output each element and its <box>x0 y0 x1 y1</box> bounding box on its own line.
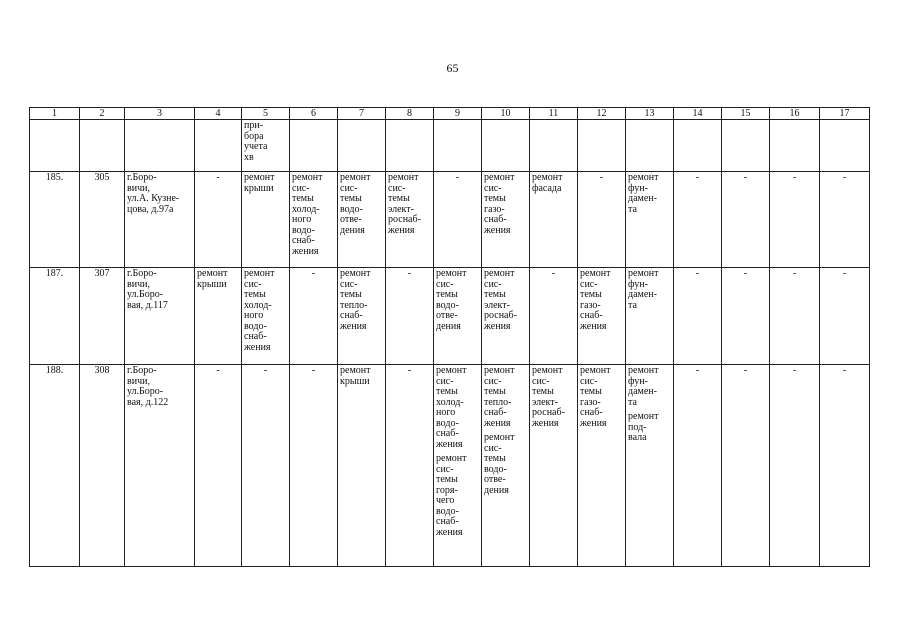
work-type-cell <box>434 120 482 172</box>
cell-text-line: жения <box>292 245 319 257</box>
cell-text-line: фун- <box>628 375 648 387</box>
column-header: 5 <box>242 108 290 120</box>
cell-text-line: - <box>695 365 700 376</box>
cell-text-line: - <box>263 365 268 376</box>
cell-text-line: ремонт <box>436 365 467 376</box>
cell-text-line: - <box>455 172 460 183</box>
cell-text-line: крыши <box>340 375 370 387</box>
empty-work-cell <box>434 172 482 268</box>
cell-text-line: водо- <box>244 320 267 332</box>
cell-text-line: темы <box>532 386 554 397</box>
cell-text-line: ремонт <box>580 365 611 376</box>
cell-text-line: тепло- <box>484 396 512 408</box>
column-header: 17 <box>820 108 870 120</box>
work-type-cell <box>242 268 290 365</box>
work-type-cell <box>578 120 626 172</box>
work-type-cell <box>530 172 578 268</box>
cell-text-line: сис- <box>484 375 502 387</box>
cell-text-line: - <box>551 268 556 279</box>
cell-text-line: дения <box>436 320 461 332</box>
work-type-cell <box>482 365 530 567</box>
work-type-cell <box>338 365 386 567</box>
cell-text-line: сис- <box>244 278 262 290</box>
cell-text-line: водо- <box>340 203 363 215</box>
empty-work-cell <box>386 365 434 567</box>
house-id-cell <box>80 268 125 365</box>
cell-text-line: жения <box>340 320 367 332</box>
address-cell <box>125 365 195 567</box>
column-header: 8 <box>386 108 434 120</box>
cell-text-line: - <box>792 172 797 183</box>
table-row <box>30 365 870 567</box>
cell-text-line: цова, д.97а <box>127 203 174 215</box>
cell-text-line: отве- <box>484 474 506 485</box>
empty-work-cell <box>674 365 722 567</box>
cell-text-line: 188. <box>45 365 64 376</box>
cell-text-line: снаб- <box>436 516 459 527</box>
work-type-cell <box>386 120 434 172</box>
cell-text-line: снаб- <box>484 214 507 225</box>
address-cell <box>125 172 195 268</box>
column-header: 3 <box>125 108 195 120</box>
cell-text-line: ремонт <box>532 365 563 376</box>
cell-text-line: ного <box>292 214 312 225</box>
cell-text-line: г.Боро- <box>127 172 157 183</box>
empty-work-cell <box>290 365 338 567</box>
work-type-cell <box>578 268 626 365</box>
cell-text-line: холод- <box>436 396 464 408</box>
repair-schedule-table <box>29 107 870 567</box>
work-type-cell <box>770 120 820 172</box>
cell-text-line: снаб- <box>436 428 459 439</box>
cell-text-line: ремонт <box>340 268 371 279</box>
page-number: 65 <box>446 61 459 75</box>
cell-text-line: ремонт <box>388 172 419 183</box>
column-number-header <box>30 108 870 120</box>
cell-text-line: та <box>628 396 637 408</box>
cell-text-line: крыши <box>244 182 274 194</box>
cell-text-line: ул.Боро- <box>127 289 164 300</box>
cell-text-line: - <box>311 365 316 376</box>
cell-text-line: та <box>628 203 637 215</box>
cell-text-line: - <box>743 268 748 279</box>
cell-text-line: элект- <box>532 396 558 408</box>
empty-work-cell <box>195 365 242 567</box>
cell-text-line: сис- <box>484 182 502 194</box>
cell-text-line: темы <box>340 289 362 300</box>
cell-text-line: г.Боро- <box>127 268 157 279</box>
cell-text-line: снаб- <box>340 310 363 321</box>
cell-text-line: 308 <box>94 365 110 376</box>
column-header: 15 <box>722 108 770 120</box>
work-type-cell <box>386 172 434 268</box>
cell-text-line: холод- <box>244 299 272 311</box>
empty-work-cell <box>530 268 578 365</box>
column-header: 9 <box>434 108 482 120</box>
cell-text-line: снаб- <box>292 235 315 246</box>
cell-text-line: ного <box>436 407 456 418</box>
cell-text-line: темы <box>484 289 506 300</box>
column-header: 1 <box>30 108 80 120</box>
empty-work-cell <box>195 172 242 268</box>
empty-work-cell <box>770 365 820 567</box>
cell-text-line: водо- <box>436 505 459 517</box>
cell-text-line: - <box>216 172 220 183</box>
cell-text-line: фун- <box>628 278 648 290</box>
cell-text-line: сис- <box>580 375 598 387</box>
cell-text-line: темы <box>436 386 458 397</box>
cell-text-line: роснаб- <box>484 310 517 321</box>
cell-text-line: отве- <box>436 310 458 321</box>
work-type-cell <box>482 120 530 172</box>
table-row <box>30 172 870 268</box>
cell-text-line: горя- <box>436 484 458 496</box>
cell-text-line: сис- <box>388 182 406 194</box>
cell-text-line: ремонт <box>580 268 611 279</box>
empty-work-cell <box>578 172 626 268</box>
cell-text-line: - <box>407 268 412 279</box>
cell-text-line: - <box>311 268 316 279</box>
work-type-cell <box>530 365 578 567</box>
cell-text-line: ремонт <box>628 268 659 279</box>
column-header: 10 <box>482 108 530 120</box>
cell-text-line: вала <box>628 432 647 443</box>
empty-work-cell <box>820 268 870 365</box>
cell-text-line: ремонт <box>244 172 275 183</box>
cell-text-line: снаб- <box>580 407 603 418</box>
column-header: 11 <box>530 108 578 120</box>
cell-text-line: сис- <box>484 278 502 290</box>
work-type-cell <box>434 268 482 365</box>
cell-text-line: ул.Боро- <box>127 386 164 397</box>
cell-text-line: г.Боро- <box>127 365 157 376</box>
work-type-cell <box>674 120 722 172</box>
cell-text-line: сис- <box>340 278 358 290</box>
cell-text-line: - <box>842 172 847 183</box>
cell-text-line: сис- <box>436 278 454 290</box>
cell-text-line: темы <box>580 289 602 300</box>
table-body <box>30 120 870 567</box>
cell-text-line: холод- <box>292 203 320 215</box>
cell-text-line: ремонт <box>340 365 371 376</box>
cell-text-line: - <box>407 365 412 376</box>
cell-text-line: ремонт <box>484 365 515 376</box>
cell-text-line: учета <box>244 141 268 152</box>
cell-text-line: ремонт <box>484 172 515 183</box>
cell-text-line: темы <box>340 193 362 204</box>
cell-text-line: ремонт <box>197 268 228 279</box>
cell-text-line: - <box>743 172 748 183</box>
work-type-cell <box>626 268 674 365</box>
cell-text-line: фун- <box>628 182 648 194</box>
column-header: 7 <box>338 108 386 120</box>
cell-text-line: вичи, <box>127 278 150 290</box>
empty-work-cell <box>290 268 338 365</box>
cell-text-line: ремонт <box>628 365 659 376</box>
work-type-cell <box>242 120 290 172</box>
work-type-cell <box>195 268 242 365</box>
cell-text-line: ремонт <box>436 268 467 279</box>
empty-work-cell <box>242 365 290 567</box>
cell-text-line: ремонт <box>436 453 467 464</box>
cell-text-line: вая, д.122 <box>127 396 169 408</box>
empty-work-cell <box>770 268 820 365</box>
work-type-cell <box>434 365 482 567</box>
cell-text-line: - <box>216 365 220 376</box>
cell-text-line: темы <box>388 193 410 204</box>
cell-text-line: - <box>792 365 797 376</box>
cell-text-line: - <box>743 365 748 376</box>
work-type-cell <box>578 365 626 567</box>
cell-text-line: отве- <box>340 214 362 225</box>
work-type-cell <box>338 172 386 268</box>
cell-text-line: снаб- <box>580 310 603 321</box>
empty-work-cell <box>820 172 870 268</box>
cell-text-line: темы <box>244 289 266 300</box>
table-row <box>30 268 870 365</box>
cell-text-line: ремонт <box>292 172 323 183</box>
cell-text-line: роснаб- <box>388 214 421 225</box>
work-type-cell <box>482 172 530 268</box>
cell-text-line: жения <box>436 438 463 450</box>
cell-text-line: элект- <box>388 203 414 215</box>
empty-work-cell <box>820 365 870 567</box>
cell-text-line: чего <box>436 495 455 506</box>
cell-text-line: жения <box>388 224 415 236</box>
row-number-cell <box>30 172 80 268</box>
work-type-cell <box>722 120 770 172</box>
cell-text-line: темы <box>580 386 602 397</box>
cell-text-line: ремонт <box>628 411 659 422</box>
cell-text-line: ремонт <box>484 432 515 443</box>
column-header: 14 <box>674 108 722 120</box>
cell-text-line: 305 <box>94 172 110 183</box>
cell-text-line: ремонт <box>532 172 563 183</box>
cell-text-line: элект- <box>484 299 510 311</box>
cell-text-line: газо- <box>580 396 601 408</box>
cell-text-line: сис- <box>340 182 358 194</box>
cell-text-line: дения <box>484 484 509 496</box>
column-header: 16 <box>770 108 820 120</box>
cell-text-line: водо- <box>292 224 315 236</box>
cell-text-line: темы <box>484 453 506 464</box>
cell-text-line: та <box>628 299 637 311</box>
empty-work-cell <box>722 172 770 268</box>
column-header: 6 <box>290 108 338 120</box>
column-header: 4 <box>195 108 242 120</box>
cell-text-line: жения <box>532 417 559 429</box>
cell-text-line: водо- <box>436 299 459 311</box>
cell-text-line: снаб- <box>244 331 267 342</box>
empty-work-cell <box>386 268 434 365</box>
cell-text-line: под- <box>628 421 647 433</box>
cell-text-line: водо- <box>436 417 459 429</box>
cell-text-line: темы <box>436 289 458 300</box>
empty-work-cell <box>770 172 820 268</box>
empty-work-cell <box>674 172 722 268</box>
empty-work-cell <box>674 268 722 365</box>
column-header: 2 <box>80 108 125 120</box>
cell-text-line: жения <box>484 320 511 332</box>
cell-text-line: сис- <box>580 278 598 290</box>
cell-text-line: хв <box>244 151 254 163</box>
cell-text-line: - <box>842 268 847 279</box>
column-header: 12 <box>578 108 626 120</box>
cell-text-line: сис- <box>292 182 310 194</box>
work-type-cell <box>338 268 386 365</box>
row-number-cell <box>30 120 80 172</box>
cell-text-line: сис- <box>484 442 502 454</box>
work-type-cell <box>626 172 674 268</box>
cell-text-line: сис- <box>532 375 550 387</box>
cell-text-line: ного <box>244 310 264 321</box>
cell-text-line: ремонт <box>484 268 515 279</box>
cell-text-line: при- <box>244 120 264 131</box>
cell-text-line: жения <box>244 341 271 353</box>
house-id-cell <box>80 172 125 268</box>
table-row <box>30 120 870 172</box>
cell-text-line: дамен- <box>628 386 657 397</box>
cell-text-line: темы <box>436 474 458 485</box>
cell-text-line: темы <box>292 193 314 204</box>
cell-text-line: снаб- <box>484 407 507 418</box>
cell-text-line: - <box>599 172 604 183</box>
work-type-cell <box>530 120 578 172</box>
work-type-cell <box>626 120 674 172</box>
address-cell <box>125 120 195 172</box>
cell-text-line: жения <box>580 320 607 332</box>
column-header: 13 <box>626 108 674 120</box>
cell-text-line: 185. <box>45 172 64 183</box>
work-type-cell <box>195 120 242 172</box>
cell-text-line: жения <box>484 417 511 429</box>
work-type-cell <box>338 120 386 172</box>
work-type-cell <box>290 120 338 172</box>
cell-text-line: жения <box>436 526 463 538</box>
cell-text-line: дамен- <box>628 289 657 300</box>
cell-text-line: роснаб- <box>532 407 565 418</box>
empty-work-cell <box>722 365 770 567</box>
cell-text-line: темы <box>484 386 506 397</box>
cell-text-line: вичи, <box>127 182 150 194</box>
cell-text-line: - <box>695 172 700 183</box>
row-number-cell <box>30 268 80 365</box>
cell-text-line: ремонт <box>340 172 371 183</box>
cell-text-line: - <box>695 268 700 279</box>
row-number-cell <box>30 365 80 567</box>
cell-text-line: - <box>792 268 797 279</box>
work-type-cell <box>482 268 530 365</box>
cell-text-line: ремонт <box>628 172 659 183</box>
address-cell <box>125 268 195 365</box>
cell-text-line: вичи, <box>127 375 150 387</box>
cell-text-line: фасада <box>532 182 562 194</box>
cell-text-line: сис- <box>436 463 454 475</box>
cell-text-line: жения <box>484 224 511 236</box>
house-id-cell <box>80 365 125 567</box>
cell-text-line: ремонт <box>244 268 275 279</box>
cell-text-line: дения <box>340 224 365 236</box>
cell-text-line: бора <box>244 130 264 142</box>
cell-text-line: дамен- <box>628 193 657 204</box>
cell-text-line: тепло- <box>340 299 368 311</box>
cell-text-line: ул.А. Кузне- <box>127 193 180 204</box>
empty-work-cell <box>722 268 770 365</box>
cell-text-line: газо- <box>484 203 505 215</box>
cell-text-line: водо- <box>484 463 507 475</box>
cell-text-line: сис- <box>436 375 454 387</box>
cell-text-line: крыши <box>197 278 227 290</box>
work-type-cell <box>626 365 674 567</box>
work-type-cell <box>290 172 338 268</box>
house-id-cell <box>80 120 125 172</box>
cell-text-line: 187. <box>45 268 64 279</box>
cell-text-line: газо- <box>580 299 601 311</box>
cell-text-line: жения <box>580 417 607 429</box>
work-type-cell <box>242 172 290 268</box>
cell-text-line: - <box>842 365 847 376</box>
cell-text-line: вая, д.117 <box>127 299 168 311</box>
work-type-cell <box>820 120 870 172</box>
cell-text-line: темы <box>484 193 506 204</box>
cell-text-line: 307 <box>94 268 110 279</box>
